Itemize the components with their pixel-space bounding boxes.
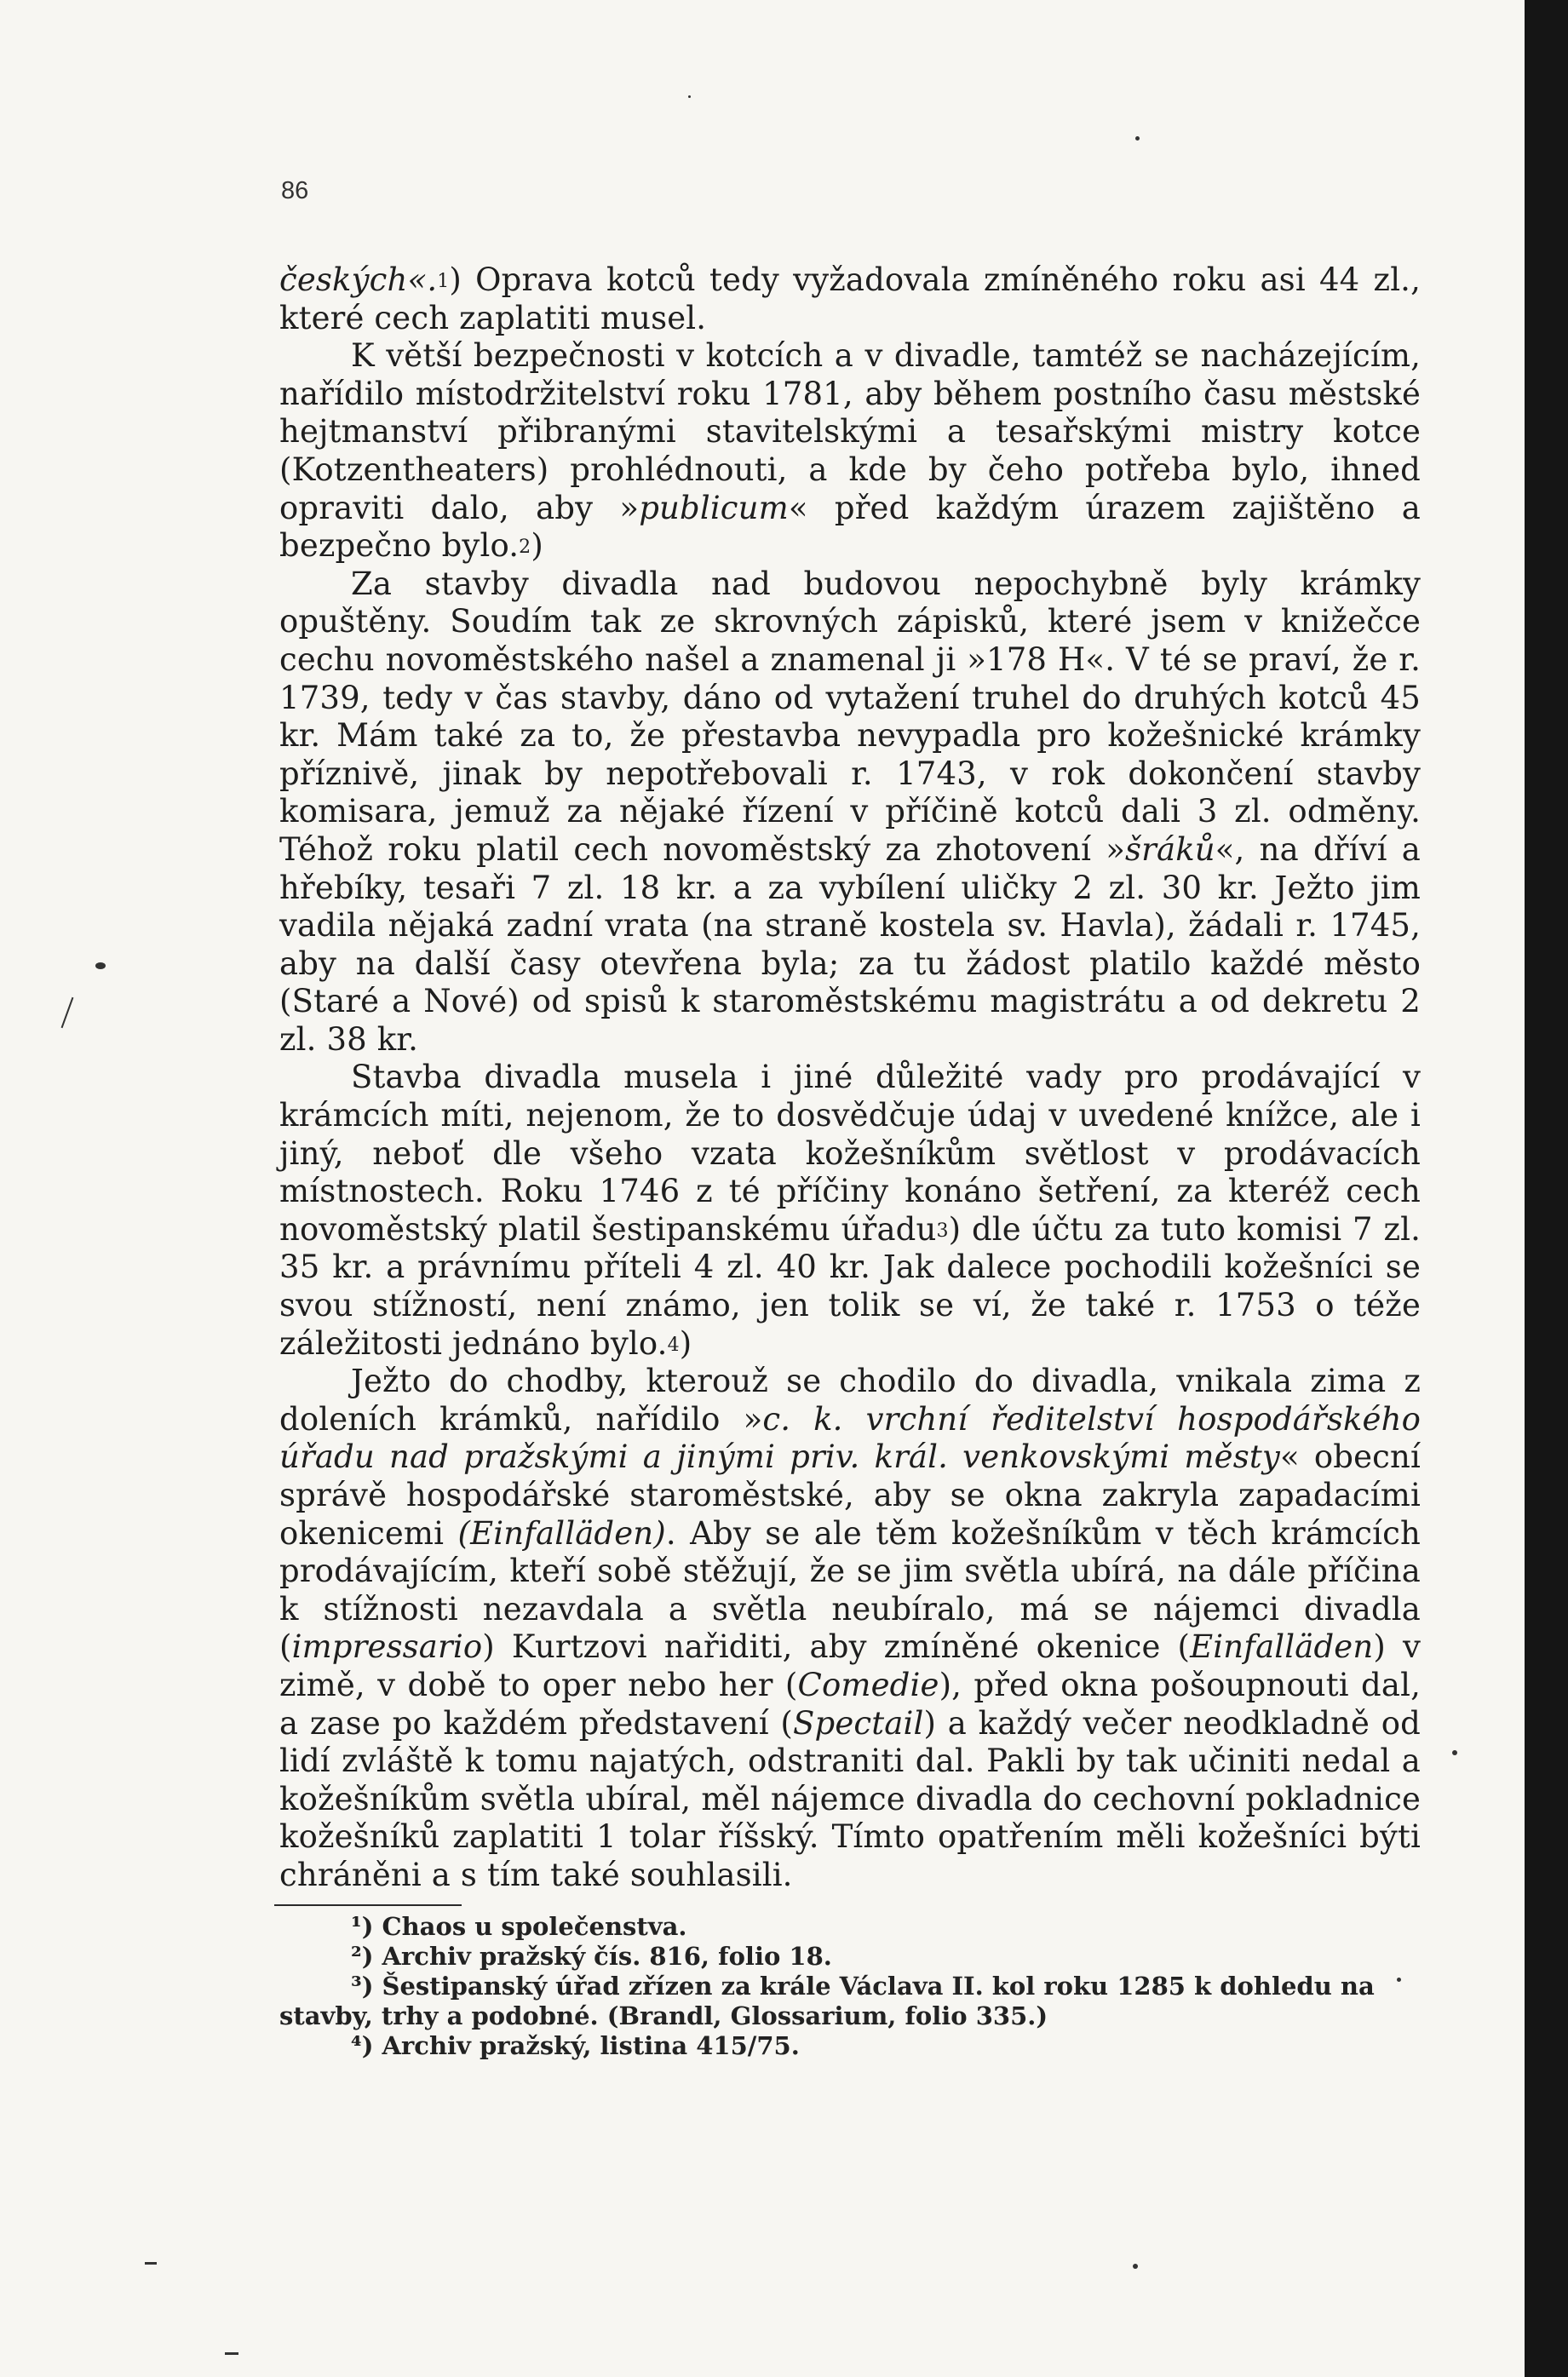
footnote-mark: ⁴	[351, 2031, 362, 2060]
text-run: ) v zimě, v době to oper nebo her (	[279, 1628, 1421, 1703]
scan-speck	[225, 2352, 238, 2355]
footnote-ref: 3	[936, 1220, 949, 1242]
footnote-mark: ¹	[351, 1912, 362, 1941]
text-run: «, na dříví a hřebíky, tesaři 7 zl. 18 kr. a za vybílení uličky 2 zl. 30 kr. Ježto jim vadila nějaká zadní vrata (na straně kostela sv. Havla), žádali r. 1745, aby na další časy otevřena byla; za tu žádost platilo každé město (Staré a Nové) od spisů k staroměstskému magistrátu a od dekretu 2 zl. 38 kr.	[279, 830, 1421, 1058]
footnote-ref: 2	[519, 537, 531, 559]
footnote-ref: 1	[437, 271, 450, 292]
scan-speck	[688, 95, 691, 98]
footnote-mark: ²	[351, 1942, 362, 1971]
paragraph	[279, 337, 1421, 566]
text-run: « obecní správě hospodářské staroměstské, aby se okna zakryla zapadacími okenicemi	[279, 1438, 1422, 1552]
scan-speck	[1452, 1750, 1457, 1755]
scan-speck	[1135, 136, 1140, 141]
footnote	[279, 2031, 1421, 2061]
footnote-mark: ³	[351, 1972, 362, 2001]
footnote-divider	[274, 1904, 462, 1906]
paragraph	[279, 1059, 1421, 1363]
italic-text: Einfalläden	[1190, 1628, 1374, 1666]
text-run: Za stavby divadla nad budovou nepochybně byly krámky opuštěny. Soudím tak ze skrovných zápisků, které jsem v knižečce cechu novoměstského našel a znamenal ji »178 H«. V té se praví, že r. 1739, tedy v čas stavby, dáno od vytažení truhel do druhých kotců 45 kr. Mám také za to, že přestavba nevypadla pro kožešnické krámky příznivě, jinak by nepotřebovali r. 1743, v rok dokončení stavby komisara, jemuž za nějaké řízení v příčině kotců dali 3 zl. odměny. Téhož roku platil cech novoměstský za zhotovení »	[279, 565, 1421, 868]
text-run: « před každým úrazem zajištěno a bezpečno bylo.	[279, 489, 1422, 565]
italic-text: impressario	[291, 1628, 483, 1666]
footnote	[279, 1912, 1421, 1942]
footnote-text: ) Chaos u společenstva.	[361, 1912, 687, 1941]
scan-speck	[1397, 1978, 1401, 1982]
footnotes	[279, 1912, 1421, 2061]
text-run: ) a každý večer neodkladně od lidí zvláště k tomu najatých, odstraniti dal. Pakli by tak učiniti nedal a kožešníkům světla ubíral, měl nájemce divadla do cechovní pokladnice kožešníků zaplatiti 1 tolar říšský. Tímto opatřením měli kožešníci býti chráněni a s tím také souhlasili.	[279, 1704, 1421, 1893]
text-run: ) Kurtzovi nařiditi, aby zmíněné okenice (	[482, 1628, 1191, 1666]
scan-speck	[61, 997, 74, 1028]
text-run: )	[679, 1324, 692, 1362]
scan-speck	[95, 962, 106, 969]
italic-text: Spectail	[793, 1704, 924, 1742]
italic-text: publicum	[639, 489, 789, 526]
text-run: . Aby se ale těm kožešníkům v těch krámcích prodávajícím, kteří sobě stěžují, že se jim světla ubírá, na dále příčina k stížnosti nezavdala a světla neubíralo, má se nájemci divadla (	[279, 1514, 1421, 1666]
italic-text: šráků	[1125, 830, 1215, 868]
paragraph	[279, 1363, 1421, 1894]
scan-speck	[145, 2262, 157, 2265]
page-number: 86	[281, 177, 309, 204]
text-run: Stavba divadla musela i jiné důležité vady pro prodávající v krámcích míti, nejenom, že to dosvědčuje údaj v uvedené knížce, ale i jiný, neboť dle všeho vzata kožešníkům světlost v prodávacích místnostech. Roku 1746 z té příčiny konáno šetření, za kteréž cech novoměstský platil šestipanskému úřadu	[279, 1059, 1421, 1248]
footnote	[279, 1942, 1421, 1972]
body-text	[279, 261, 1421, 1895]
footnote-text: ) Šestipanský úřad zřízen za krále Václava II. kol roku 1285 k dohledu na stavby, trhy a podobné. (Brandl, Glossarium, folio 335.)	[279, 1972, 1375, 2030]
text-run: K větší bezpečnosti v kotcích a v divadle, tamtéž se nacházejícím, nařídilo místodržitelství roku 1781, aby během postního času městské hejtmanství přibranými stavitelskými a tesařskými mistry kotce (Kotzentheaters) prohlédnouti, a kde by čeho potřeba bylo, ihned opraviti dalo, aby »	[279, 337, 1421, 526]
text-run: ), před okna pošoupnouti dal, a zase po každém představení (	[279, 1666, 1421, 1742]
italic-text: Comedie	[797, 1666, 939, 1703]
italic-text: c. k. vrchní ředitelství hospodářského úřadu nad pražskými a jinými priv. král. venkovskými městy	[279, 1400, 1421, 1476]
footnote-ref: 4	[667, 1334, 680, 1356]
paragraph	[279, 261, 1421, 337]
text-run: )	[531, 527, 543, 565]
text-run: Ježto do chodby, kterouž se chodilo do divadla, vnikala zima z doleních krámků, nařídilo »	[279, 1363, 1421, 1438]
footnote-text: ) Archiv pražský, listina 415/75.	[361, 2031, 800, 2060]
scan-edge	[1525, 0, 1568, 2377]
italic-text: (Einfalläden)	[457, 1514, 666, 1552]
footnote-text: ) Archiv pražský čís. 816, folio 18.	[361, 1942, 832, 1971]
text-run: ) dle účtu za tuto komisi 7 zl. 35 kr. a právnímu příteli 4 zl. 40 kr. Jak dalece pochodili kožešníci se svou stížností, není známo, jen tolik se ví, že také r. 1753 o téže záležitosti jednáno bylo.	[279, 1210, 1421, 1362]
scan-speck	[1133, 2264, 1138, 2269]
text-run: ) Oprava kotců tedy vyžadovala zmíněného roku asi 44 zl., které cech zaplatiti musel.	[279, 261, 1421, 336]
paragraph	[279, 566, 1421, 1059]
italic-text: českých«.	[279, 261, 438, 298]
footnote	[279, 1972, 1421, 2031]
